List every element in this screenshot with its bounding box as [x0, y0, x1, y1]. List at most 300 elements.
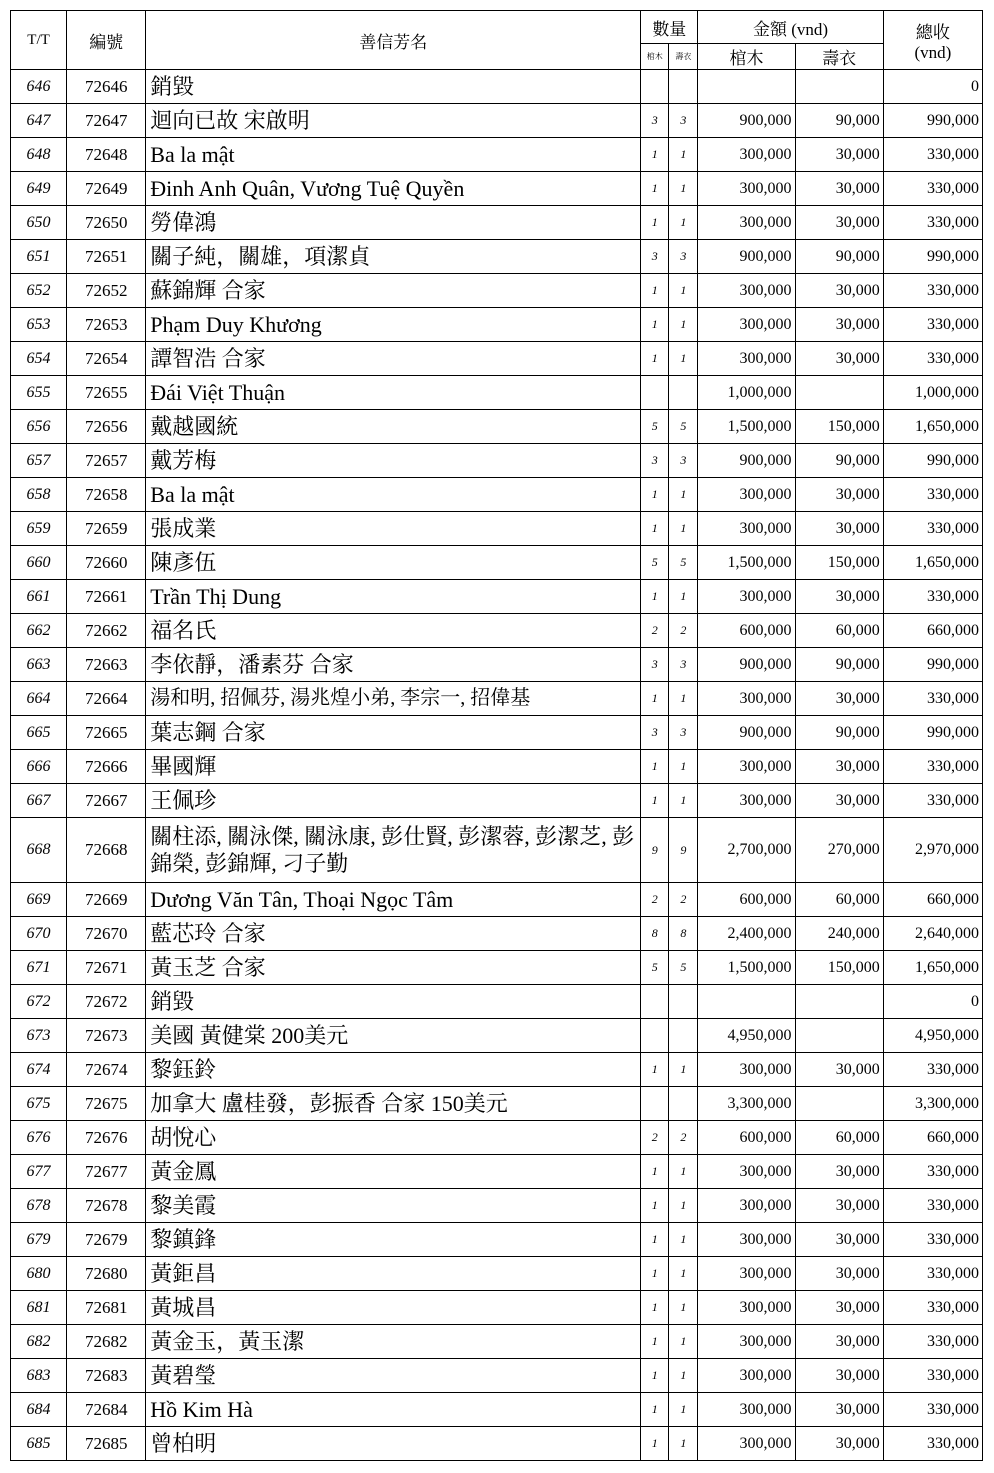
donor-name: 美國 黃健棠 200美元	[146, 1019, 641, 1053]
quantity-shroud: 1	[669, 784, 698, 818]
donor-name: Ba la mật	[146, 138, 641, 172]
row-number: 665	[11, 716, 67, 750]
row-number: 676	[11, 1121, 67, 1155]
amount-shroud: 90,000	[795, 648, 883, 682]
row-number: 670	[11, 917, 67, 951]
row-number: 672	[11, 985, 67, 1019]
donation-code: 72659	[67, 512, 146, 546]
donor-name: 黃金鳳	[146, 1155, 641, 1189]
row-number: 678	[11, 1189, 67, 1223]
amount-shroud	[795, 1019, 883, 1053]
table-row	[11, 410, 983, 444]
row-number: 650	[11, 206, 67, 240]
amount-coffin: 300,000	[698, 1325, 795, 1359]
donation-code: 72663	[67, 648, 146, 682]
amount-shroud: 30,000	[795, 1359, 883, 1393]
total-amount: 1,000,000	[883, 376, 982, 410]
table-row	[11, 444, 983, 478]
quantity-shroud: 1	[669, 342, 698, 376]
amount-shroud: 30,000	[795, 1189, 883, 1223]
amount-coffin: 4,950,000	[698, 1019, 795, 1053]
donor-name: 蘇錦輝 合家	[146, 274, 641, 308]
quantity-coffin: 1	[641, 1427, 669, 1461]
amount-coffin: 300,000	[698, 1257, 795, 1291]
quantity-coffin: 1	[641, 308, 669, 342]
donation-code: 72661	[67, 580, 146, 614]
donor-name: 黃鉅昌	[146, 1257, 641, 1291]
table-row	[11, 614, 983, 648]
table-row	[11, 172, 983, 206]
donor-name: 王佩珍	[146, 784, 641, 818]
donation-code: 72665	[67, 716, 146, 750]
amount-shroud: 30,000	[795, 274, 883, 308]
total-amount: 330,000	[883, 172, 982, 206]
donor-name: 關柱添, 關泳傑, 關泳康, 彭仕賢, 彭潔蓉, 彭潔芝, 彭錦榮, 彭錦輝, 刁子勤	[146, 818, 641, 883]
row-number: 679	[11, 1223, 67, 1257]
quantity-shroud: 1	[669, 1155, 698, 1189]
quantity-shroud: 1	[669, 206, 698, 240]
total-amount: 1,650,000	[883, 546, 982, 580]
quantity-shroud: 1	[669, 1223, 698, 1257]
quantity-shroud	[669, 1019, 698, 1053]
header-quantity-shroud: 壽衣	[669, 44, 698, 70]
quantity-coffin: 1	[641, 750, 669, 784]
amount-coffin: 900,000	[698, 104, 795, 138]
quantity-coffin: 8	[641, 917, 669, 951]
amount-coffin: 300,000	[698, 784, 795, 818]
amount-shroud	[795, 70, 883, 104]
amount-coffin: 300,000	[698, 1223, 795, 1257]
amount-shroud: 150,000	[795, 410, 883, 444]
amount-coffin: 900,000	[698, 240, 795, 274]
donation-code: 72685	[67, 1427, 146, 1461]
donation-code: 72652	[67, 274, 146, 308]
amount-coffin: 2,400,000	[698, 917, 795, 951]
quantity-coffin	[641, 1019, 669, 1053]
donor-name: 迴向已故 宋啟明	[146, 104, 641, 138]
quantity-coffin: 1	[641, 1189, 669, 1223]
amount-shroud: 30,000	[795, 138, 883, 172]
total-amount: 990,000	[883, 104, 982, 138]
donor-name: 關子純，關雄，項潔貞	[146, 240, 641, 274]
amount-coffin: 300,000	[698, 1189, 795, 1223]
amount-shroud: 30,000	[795, 682, 883, 716]
row-number: 648	[11, 138, 67, 172]
total-amount: 330,000	[883, 1325, 982, 1359]
quantity-coffin: 3	[641, 648, 669, 682]
amount-coffin: 300,000	[698, 1155, 795, 1189]
table-row	[11, 682, 983, 716]
donation-code: 72684	[67, 1393, 146, 1427]
amount-coffin: 300,000	[698, 682, 795, 716]
donor-name: Ba la mật	[146, 478, 641, 512]
quantity-shroud: 1	[669, 1189, 698, 1223]
donation-code: 72660	[67, 546, 146, 580]
quantity-shroud	[669, 70, 698, 104]
total-amount: 330,000	[883, 1359, 982, 1393]
row-number: 681	[11, 1291, 67, 1325]
total-amount: 330,000	[883, 274, 982, 308]
row-number: 668	[11, 818, 67, 883]
header-name: 善信芳名	[146, 11, 641, 70]
donation-code: 72658	[67, 478, 146, 512]
row-number: 651	[11, 240, 67, 274]
quantity-coffin	[641, 1087, 669, 1121]
header-total-unit: (vnd)	[914, 42, 952, 62]
quantity-coffin: 1	[641, 784, 669, 818]
donation-code: 72680	[67, 1257, 146, 1291]
amount-shroud: 90,000	[795, 444, 883, 478]
header-total	[883, 11, 982, 70]
quantity-coffin: 1	[641, 172, 669, 206]
table-row	[11, 478, 983, 512]
quantity-coffin: 2	[641, 883, 669, 917]
quantity-shroud: 1	[669, 682, 698, 716]
donor-name: Đinh Anh Quân, Vương Tuệ Quyền	[146, 172, 641, 206]
total-amount: 3,300,000	[883, 1087, 982, 1121]
header-code: 編號	[67, 11, 146, 70]
donor-name: 曾柏明	[146, 1427, 641, 1461]
quantity-coffin	[641, 985, 669, 1019]
amount-shroud: 30,000	[795, 580, 883, 614]
donation-code: 72657	[67, 444, 146, 478]
amount-coffin: 300,000	[698, 580, 795, 614]
donation-code: 72671	[67, 951, 146, 985]
amount-shroud: 60,000	[795, 614, 883, 648]
row-number: 685	[11, 1427, 67, 1461]
donation-code: 72655	[67, 376, 146, 410]
donor-name: 黃金玉，黃玉潔	[146, 1325, 641, 1359]
amount-coffin: 300,000	[698, 138, 795, 172]
total-amount: 990,000	[883, 240, 982, 274]
table-row	[11, 376, 983, 410]
quantity-coffin: 1	[641, 1325, 669, 1359]
row-number: 647	[11, 104, 67, 138]
quantity-coffin	[641, 70, 669, 104]
row-number: 674	[11, 1053, 67, 1087]
donation-code: 72656	[67, 410, 146, 444]
donor-name: 黎鈺鈴	[146, 1053, 641, 1087]
row-number: 646	[11, 70, 67, 104]
table-row	[11, 342, 983, 376]
donation-code: 72648	[67, 138, 146, 172]
donor-name: 戴越國統	[146, 410, 641, 444]
amount-shroud	[795, 985, 883, 1019]
amount-coffin: 900,000	[698, 444, 795, 478]
table-row	[11, 1121, 983, 1155]
donation-code: 72650	[67, 206, 146, 240]
row-number: 683	[11, 1359, 67, 1393]
table-row	[11, 917, 983, 951]
quantity-shroud: 3	[669, 444, 698, 478]
row-number: 649	[11, 172, 67, 206]
total-amount: 2,640,000	[883, 917, 982, 951]
donor-name: 葉志鋼 合家	[146, 716, 641, 750]
table-row	[11, 1087, 983, 1121]
amount-coffin: 2,700,000	[698, 818, 795, 883]
quantity-shroud: 3	[669, 104, 698, 138]
total-amount: 660,000	[883, 883, 982, 917]
amount-coffin: 600,000	[698, 883, 795, 917]
total-amount: 330,000	[883, 1053, 982, 1087]
donor-name: 福名氏	[146, 614, 641, 648]
total-amount: 330,000	[883, 1291, 982, 1325]
amount-coffin: 300,000	[698, 750, 795, 784]
donation-ledger-table	[10, 10, 983, 1461]
total-amount: 990,000	[883, 648, 982, 682]
amount-shroud: 30,000	[795, 1155, 883, 1189]
table-body	[11, 70, 983, 1461]
total-amount: 330,000	[883, 1427, 982, 1461]
total-amount: 330,000	[883, 682, 982, 716]
donation-code: 72668	[67, 818, 146, 883]
total-amount: 660,000	[883, 1121, 982, 1155]
quantity-shroud: 5	[669, 410, 698, 444]
quantity-coffin	[641, 376, 669, 410]
donation-code: 72647	[67, 104, 146, 138]
total-amount: 330,000	[883, 512, 982, 546]
donation-code: 72673	[67, 1019, 146, 1053]
amount-coffin	[698, 70, 795, 104]
header-amount-coffin: 棺木	[698, 44, 795, 70]
total-amount: 330,000	[883, 1257, 982, 1291]
row-number: 659	[11, 512, 67, 546]
total-amount: 330,000	[883, 580, 982, 614]
amount-shroud: 150,000	[795, 546, 883, 580]
quantity-coffin: 3	[641, 444, 669, 478]
quantity-coffin: 3	[641, 104, 669, 138]
donation-code: 72667	[67, 784, 146, 818]
amount-coffin: 300,000	[698, 1427, 795, 1461]
header-amount: 金額 (vnd)	[698, 11, 883, 44]
amount-shroud: 30,000	[795, 1257, 883, 1291]
donor-name: 譚智浩 合家	[146, 342, 641, 376]
donor-name: 銷毀	[146, 985, 641, 1019]
donation-code: 72672	[67, 985, 146, 1019]
quantity-coffin: 1	[641, 682, 669, 716]
table-row	[11, 580, 983, 614]
quantity-shroud: 1	[669, 1359, 698, 1393]
quantity-coffin: 1	[641, 1257, 669, 1291]
table-row	[11, 1291, 983, 1325]
header-amount-shroud: 壽衣	[795, 44, 883, 70]
quantity-shroud: 1	[669, 1427, 698, 1461]
donor-name: Phạm Duy Khương	[146, 308, 641, 342]
quantity-shroud: 2	[669, 1121, 698, 1155]
quantity-shroud: 3	[669, 240, 698, 274]
row-number: 663	[11, 648, 67, 682]
quantity-shroud: 1	[669, 750, 698, 784]
amount-shroud: 30,000	[795, 750, 883, 784]
quantity-coffin: 1	[641, 1291, 669, 1325]
donor-name: 銷毀	[146, 70, 641, 104]
amount-coffin: 300,000	[698, 1291, 795, 1325]
total-amount: 330,000	[883, 1223, 982, 1257]
donation-code: 72681	[67, 1291, 146, 1325]
row-number: 654	[11, 342, 67, 376]
table-row	[11, 883, 983, 917]
amount-coffin: 3,300,000	[698, 1087, 795, 1121]
table-row	[11, 716, 983, 750]
quantity-coffin: 1	[641, 274, 669, 308]
amount-coffin: 1,500,000	[698, 546, 795, 580]
donor-name: 胡悅心	[146, 1121, 641, 1155]
total-amount: 330,000	[883, 1189, 982, 1223]
row-number: 657	[11, 444, 67, 478]
amount-shroud: 30,000	[795, 478, 883, 512]
quantity-shroud: 1	[669, 1393, 698, 1427]
table-row	[11, 206, 983, 240]
total-amount: 330,000	[883, 206, 982, 240]
donor-name: 黃玉芝 合家	[146, 951, 641, 985]
donor-name: 畢國輝	[146, 750, 641, 784]
table-row	[11, 240, 983, 274]
donor-name: 勞偉鴻	[146, 206, 641, 240]
amount-shroud: 90,000	[795, 240, 883, 274]
table-row	[11, 104, 983, 138]
amount-shroud: 30,000	[795, 206, 883, 240]
amount-shroud: 150,000	[795, 951, 883, 985]
amount-shroud: 30,000	[795, 784, 883, 818]
total-amount: 0	[883, 70, 982, 104]
donation-code: 72664	[67, 682, 146, 716]
row-number: 684	[11, 1393, 67, 1427]
amount-shroud: 270,000	[795, 818, 883, 883]
row-number: 662	[11, 614, 67, 648]
donation-code: 72651	[67, 240, 146, 274]
total-amount: 330,000	[883, 1393, 982, 1427]
total-amount: 1,650,000	[883, 951, 982, 985]
quantity-shroud	[669, 985, 698, 1019]
amount-shroud: 30,000	[795, 1223, 883, 1257]
donation-code: 72669	[67, 883, 146, 917]
table-row	[11, 274, 983, 308]
quantity-shroud: 1	[669, 1325, 698, 1359]
quantity-shroud: 3	[669, 716, 698, 750]
table-row	[11, 512, 983, 546]
amount-shroud: 30,000	[795, 308, 883, 342]
amount-shroud: 30,000	[795, 172, 883, 206]
quantity-shroud: 8	[669, 917, 698, 951]
donation-code: 72653	[67, 308, 146, 342]
table-row	[11, 1189, 983, 1223]
amount-coffin: 1,500,000	[698, 410, 795, 444]
amount-coffin: 1,500,000	[698, 951, 795, 985]
donor-name: 黃碧瑩	[146, 1359, 641, 1393]
amount-shroud: 240,000	[795, 917, 883, 951]
table-row	[11, 1019, 983, 1053]
amount-shroud: 90,000	[795, 716, 883, 750]
quantity-coffin: 1	[641, 1053, 669, 1087]
amount-coffin: 300,000	[698, 478, 795, 512]
table-row	[11, 1053, 983, 1087]
amount-coffin: 300,000	[698, 1393, 795, 1427]
amount-shroud	[795, 1087, 883, 1121]
row-number: 673	[11, 1019, 67, 1053]
total-amount: 660,000	[883, 614, 982, 648]
amount-coffin: 300,000	[698, 206, 795, 240]
amount-coffin: 900,000	[698, 716, 795, 750]
quantity-shroud	[669, 1087, 698, 1121]
quantity-coffin: 5	[641, 546, 669, 580]
total-amount: 330,000	[883, 308, 982, 342]
donation-code: 72670	[67, 917, 146, 951]
donor-name: 黃城昌	[146, 1291, 641, 1325]
amount-shroud: 30,000	[795, 512, 883, 546]
row-number: 664	[11, 682, 67, 716]
row-number: 652	[11, 274, 67, 308]
amount-shroud	[795, 376, 883, 410]
table-row	[11, 1427, 983, 1461]
donation-code: 72678	[67, 1189, 146, 1223]
total-amount: 330,000	[883, 750, 982, 784]
amount-shroud: 30,000	[795, 1053, 883, 1087]
quantity-shroud: 1	[669, 580, 698, 614]
total-amount: 1,650,000	[883, 410, 982, 444]
donor-name: 加拿大 盧桂發，彭振香 合家 150美元	[146, 1087, 641, 1121]
quantity-shroud: 1	[669, 1257, 698, 1291]
quantity-coffin: 1	[641, 580, 669, 614]
table-row	[11, 1393, 983, 1427]
table-row	[11, 648, 983, 682]
amount-shroud: 30,000	[795, 1291, 883, 1325]
table-row	[11, 138, 983, 172]
table-row	[11, 1155, 983, 1189]
header-tt: T/T	[11, 11, 67, 70]
quantity-coffin: 1	[641, 1359, 669, 1393]
row-number: 671	[11, 951, 67, 985]
donation-code: 72677	[67, 1155, 146, 1189]
table-row	[11, 818, 983, 883]
donation-code: 72662	[67, 614, 146, 648]
donor-name: Dương Văn Tân, Thoại Ngọc Tâm	[146, 883, 641, 917]
table-header	[11, 11, 983, 70]
row-number: 669	[11, 883, 67, 917]
donor-name: 湯和明, 招佩芬, 湯兆煌小弟, 李宗一, 招偉基	[146, 682, 641, 716]
row-number: 655	[11, 376, 67, 410]
donation-code: 72666	[67, 750, 146, 784]
donor-name: 藍芯玲 合家	[146, 917, 641, 951]
amount-coffin: 300,000	[698, 274, 795, 308]
donation-code: 72646	[67, 70, 146, 104]
donation-code: 72654	[67, 342, 146, 376]
quantity-coffin: 2	[641, 614, 669, 648]
row-number: 658	[11, 478, 67, 512]
amount-shroud: 60,000	[795, 1121, 883, 1155]
total-amount: 990,000	[883, 716, 982, 750]
row-number: 677	[11, 1155, 67, 1189]
donor-name: Hồ Kim Hà	[146, 1393, 641, 1427]
table-row	[11, 546, 983, 580]
donor-name: 張成業	[146, 512, 641, 546]
quantity-coffin: 1	[641, 206, 669, 240]
table-row	[11, 784, 983, 818]
quantity-shroud: 5	[669, 546, 698, 580]
row-number: 682	[11, 1325, 67, 1359]
table-row	[11, 951, 983, 985]
amount-coffin: 600,000	[698, 614, 795, 648]
total-amount: 0	[883, 985, 982, 1019]
quantity-shroud: 1	[669, 1053, 698, 1087]
donation-code: 72675	[67, 1087, 146, 1121]
quantity-coffin: 1	[641, 342, 669, 376]
amount-shroud: 60,000	[795, 883, 883, 917]
amount-coffin: 300,000	[698, 1359, 795, 1393]
donation-code: 72683	[67, 1359, 146, 1393]
quantity-shroud: 1	[669, 274, 698, 308]
quantity-shroud: 3	[669, 648, 698, 682]
amount-coffin: 900,000	[698, 648, 795, 682]
